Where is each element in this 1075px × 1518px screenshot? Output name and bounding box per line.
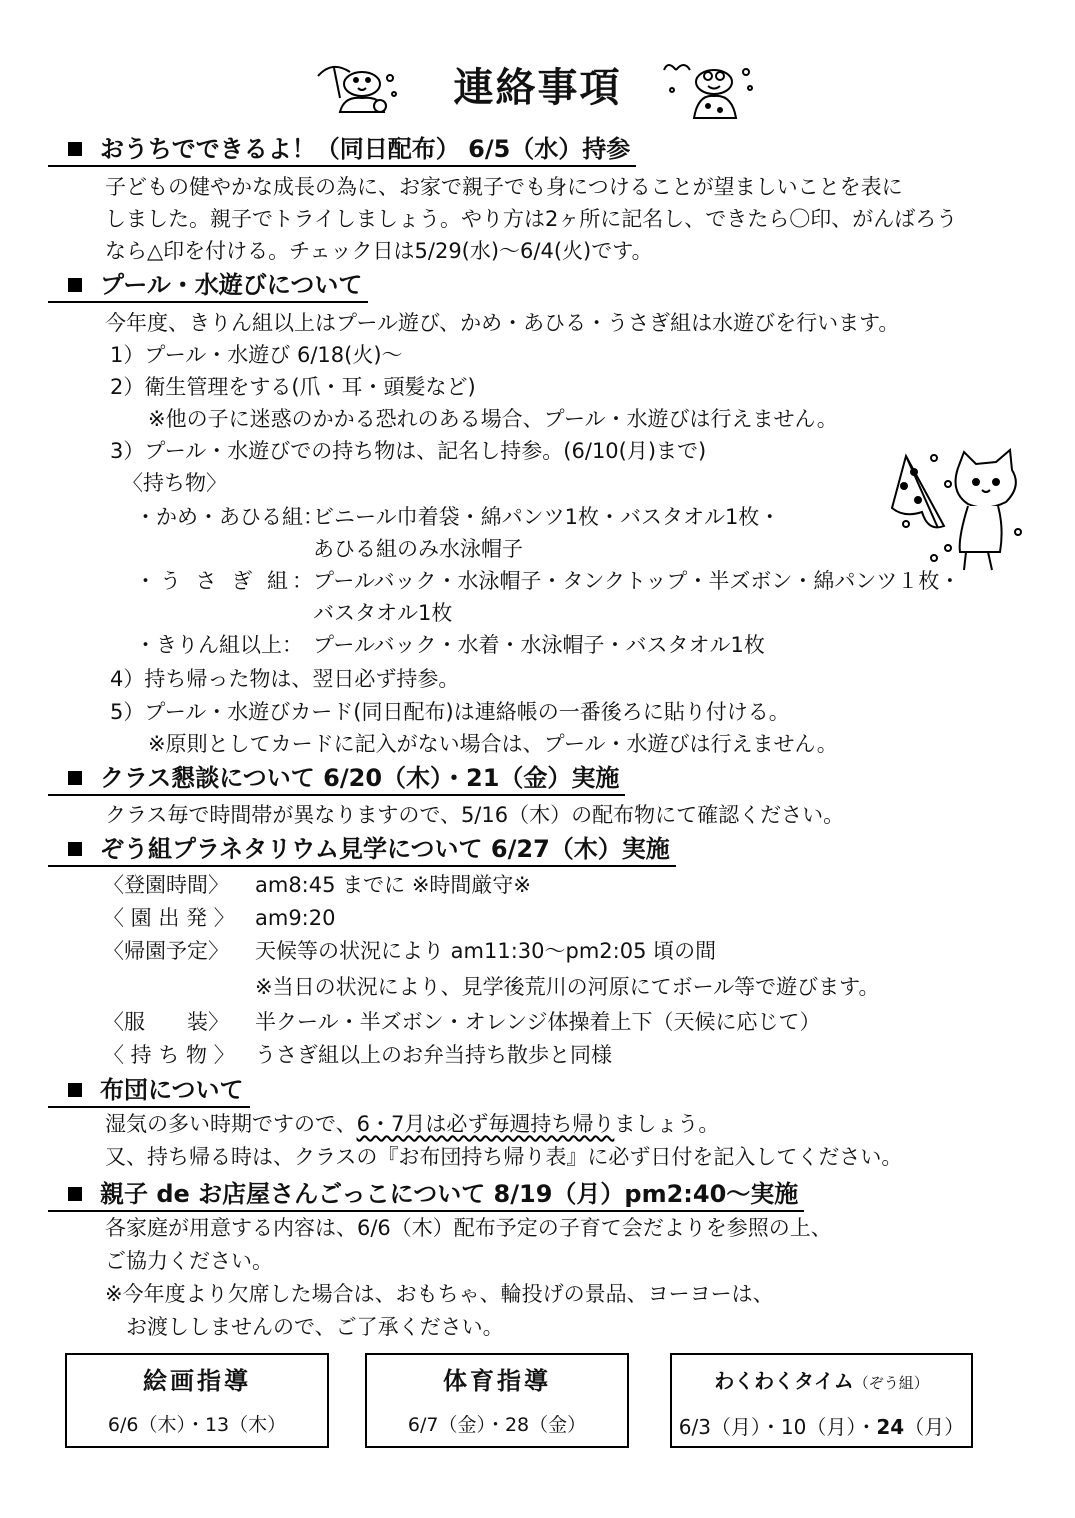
futon-line-2: 又、持ち帰る時は、クラスの『お布団持ち帰り表』に必ず日付を記入してください。 bbox=[105, 1145, 903, 1169]
section-heading-ouchi: おうちでできるよ！（同日配布） 6/5（水）持参 bbox=[48, 133, 636, 167]
planetarium-value-note: ※当日の状況により、見学後荒川の河原にてボール等で遊びます。 bbox=[255, 975, 880, 999]
class-talk-text: クラス毎で時間帯が異なりますので、5/16（木）の配布物にて確認ください。 bbox=[105, 803, 845, 827]
box-painting-dates: 6/6（木）・13（木） bbox=[107, 1414, 287, 1436]
section-heading-planetarium: ぞう組プラネタリウム見学について 6/27（木）実施 bbox=[48, 833, 676, 867]
cat-umbrella-illustration bbox=[888, 448, 1028, 578]
planetarium-label-clothes: 〈服 装〉 bbox=[103, 1010, 229, 1034]
box-pe bbox=[365, 1353, 629, 1448]
box-wakuwaku-dates: 6/3（月）・10（月）・24（月） bbox=[678, 1415, 965, 1439]
bullet-square-icon bbox=[68, 1187, 82, 1201]
section-heading-futon: 布団について bbox=[48, 1074, 250, 1108]
ouchi-line-1: 子どもの健やかな成長の為に、お家で親子でも身につけることが望ましいことを表に bbox=[105, 175, 903, 199]
pool-intro: 今年度、きりん組以上はプール遊び、かめ・あひる・うさぎ組は水遊びを行います。 bbox=[105, 311, 900, 335]
pool-item-5-note: ※原則としてカードに記入がない場合は、プール・水遊びは行えません。 bbox=[148, 732, 838, 756]
futon-emphasis: 6・7月は必ず毎週持ち帰り bbox=[356, 1112, 615, 1136]
usagi-label: ・う さ ぎ 組： bbox=[135, 569, 318, 593]
shop-line-3: ※今年度より欠席した場合は、おもちゃ、輪投げの景品、ヨーヨーは、 bbox=[105, 1282, 774, 1306]
planetarium-label-items: 〈 持 ち 物 〉 bbox=[103, 1043, 235, 1067]
page-title: 連絡事項 bbox=[453, 65, 622, 111]
box-painting bbox=[65, 1353, 329, 1448]
pool-item-2: 2）衛生管理をする(爪・耳・頭髪など) bbox=[110, 375, 476, 399]
pool-item-3: 3）プール・水遊びでの持ち物は、記名し持参。(6/10(月)まで) bbox=[110, 439, 707, 463]
box-pe-title: 体育指導 bbox=[443, 1367, 551, 1395]
shop-line-1: 各家庭が用意する内容は、6/6（木）配布予定の子育て会だよりを参照の上、 bbox=[105, 1216, 832, 1240]
planetarium-value-depart: am9:20 bbox=[255, 906, 336, 930]
pool-item-1: 1）プール・水遊び 6/18(火)～ bbox=[110, 343, 403, 367]
kame-label: ・かめ・あひる組： bbox=[135, 505, 324, 529]
pool-item-5: 5）プール・水遊びカード(同日配布)は連絡帳の一番後ろに貼り付ける。 bbox=[110, 700, 790, 724]
kirin-text: プールバック・水着・水泳帽子・バスタオル1枚 bbox=[313, 633, 765, 657]
kame-text-2: あひる組のみ水泳帽子 bbox=[313, 537, 523, 561]
bullet-square-icon bbox=[68, 771, 82, 785]
usagi-text-1: プールバック・水泳帽子・タンクトップ・半ズボン・綿パンツ１枚・ bbox=[313, 569, 961, 593]
planetarium-label-return: 〈帰園予定〉 bbox=[103, 939, 229, 963]
usagi-text-2: バスタオル1枚 bbox=[313, 601, 453, 625]
kirin-label: ・きりん組以上： bbox=[135, 633, 303, 657]
section-heading-shop: 親子 de お店屋さんごっこについて 8/19（月）pm2:40～実施 bbox=[48, 1178, 804, 1212]
box-pe-dates: 6/7（金）・28（金） bbox=[407, 1414, 587, 1436]
section-heading-pool: プール・水遊びについて bbox=[48, 269, 368, 303]
planetarium-label-depart: 〈 園 出 発 〉 bbox=[103, 906, 235, 930]
section-heading-class-talk: クラス懇談について 6/20（木）・21（金）実施 bbox=[48, 762, 625, 796]
ouchi-line-2: しました。親子でトライしましょう。やり方は2ヶ所に記名し、できたら〇印、がんばろう bbox=[105, 207, 958, 231]
box-painting-title: 絵画指導 bbox=[143, 1367, 251, 1395]
planetarium-value-clothes: 半クール・半ズボン・オレンジ体操着上下（天候に応じて） bbox=[255, 1010, 821, 1034]
bullet-square-icon bbox=[68, 142, 82, 156]
pool-item-2-note: ※他の子に迷惑のかかる恐れのある場合、プール・水遊びは行えません。 bbox=[148, 407, 838, 431]
shop-line-4: お渡ししませんので、ご了承ください。 bbox=[105, 1315, 504, 1339]
planetarium-value-arrival: am8:45 までに ※時間厳守※ bbox=[255, 873, 532, 897]
planetarium-value-items: うさぎ組以上のお弁当持ち散歩と同様 bbox=[255, 1043, 612, 1067]
box-wakuwaku-title: わくわくタイム（ぞう組） bbox=[714, 1369, 929, 1393]
planetarium-value-return: 天候等の状況により am11:30～pm2:05 頃の間 bbox=[255, 939, 717, 963]
bullet-square-icon bbox=[68, 842, 82, 856]
pool-item-4: 4）持ち帰った物は、翌日必ず持参。 bbox=[110, 667, 460, 691]
bullet-square-icon bbox=[68, 1083, 82, 1097]
ouchi-line-3: なら△印を付ける。チェック日は5/29(水)～6/4(火)です。 bbox=[105, 239, 653, 263]
planetarium-label-arrival: 〈登園時間〉 bbox=[103, 873, 229, 897]
futon-line-1: 湿気の多い時期ですので、6・7月は必ず毎週持ち帰りましょう。 bbox=[105, 1112, 720, 1136]
bullet-square-icon bbox=[68, 278, 82, 292]
box-wakuwaku bbox=[670, 1353, 973, 1448]
kame-text-1: ビニール巾着袋・綿パンツ1枚・バスタオル1枚・ bbox=[313, 505, 781, 529]
shop-line-2: ご協力ください。 bbox=[105, 1249, 273, 1273]
belongings-label: 〈持ち物〉 bbox=[122, 471, 227, 495]
